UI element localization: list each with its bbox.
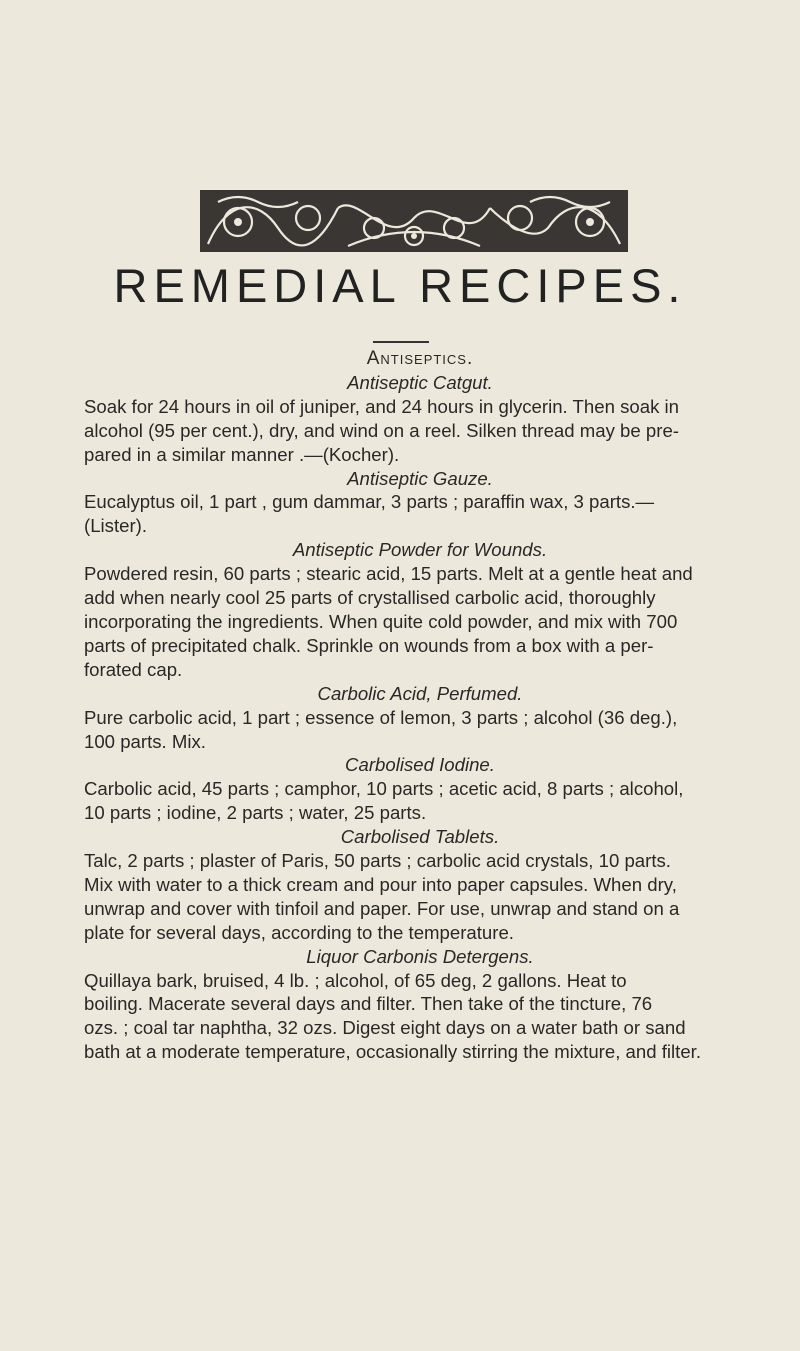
recipe-text: Eucalyptus oil, 1 part , gum dammar, 3 parts ; paraffin wax, 3 parts.— (Lister). (84, 491, 655, 537)
page-title: REMEDIAL RECIPES. (113, 259, 687, 312)
recipe-title: Carbolised Tablets. (340, 826, 500, 848)
recipe-title: Liquor Carbonis Detergens. (306, 945, 534, 967)
section-heading: Antiseptics. (366, 348, 474, 369)
recipe-text: Soak for 24 hours in oil of juniper, and 24 hours in glycerin. Then soak in alcohol (95 per cent.), dry, and wind on a reel. Silken thread may be pre- pared in a similar manner .—(Kocher). (84, 395, 680, 465)
recipe-title: Carbolised Iodine. (345, 754, 495, 776)
recipe-title: Antiseptic Gauze. (347, 467, 493, 489)
recipe-antiseptic-gauze (84, 467, 756, 539)
recipe-text: Carbolic acid, 45 parts ; camphor, 10 parts ; acetic acid, 8 parts ; alcohol, 10 parts ; iodine, 2 parts ; water, 25 parts. (84, 778, 684, 824)
recipe-text: Pure carbolic acid, 1 part ; essence of lemon, 3 parts ; alcohol (36 deg.), 100 parts. Mix. (84, 706, 678, 752)
recipe-title: Antiseptic Powder for Wounds. (292, 539, 548, 561)
recipes-content (84, 347, 756, 1064)
recipe-liquor-carbonis-detergens (84, 945, 756, 1065)
recipe-antiseptic-catgut (84, 371, 756, 467)
recipe-carbolised-iodine (84, 753, 756, 825)
recipe-title: Carbolic Acid, Perfumed. (317, 682, 523, 704)
recipe-text: Powdered resin, 60 parts ; stearic acid, 15 parts. Melt at a gentle heat and add when nearly cool 25 parts of crystallised carbolic acid, thoroughly incorporating the ingredients. When quite cold powder, and mix with 700 parts of precipitated chalk. Sprinkle on wounds from a box with a per- forated cap. (84, 563, 693, 680)
recipe-title: Antiseptic Catgut. (347, 371, 493, 393)
recipe-text: Quillaya bark, bruised, 4 lb. ; alcohol, of 65 deg, 2 gallons. Heat to boiling. Macerate several days and filter. Then take of the tincture, 76 ozs. ; coal tar naphtha, 32 ozs. Digest eight days on a water bath or sand bath at a moderate temperature, occasionally stirring the mixture, and filter. (84, 969, 701, 1063)
recipe-text: Talc, 2 parts ; plaster of Paris, 50 parts ; carbolic acid crystals, 10 parts. Mix with water to a thick cream and pour into paper capsules. When dry, unwrap and cover with tinfoil and paper. For use, unwrap and stand on a plate for several days, according to the temperature. (84, 850, 680, 943)
title-divider (373, 341, 429, 343)
recipe-carbolic-acid-perfumed (84, 682, 756, 754)
decorative-headpiece-icon (198, 188, 630, 254)
recipe-antiseptic-powder (84, 538, 756, 681)
recipe-carbolised-tablets (84, 825, 756, 945)
